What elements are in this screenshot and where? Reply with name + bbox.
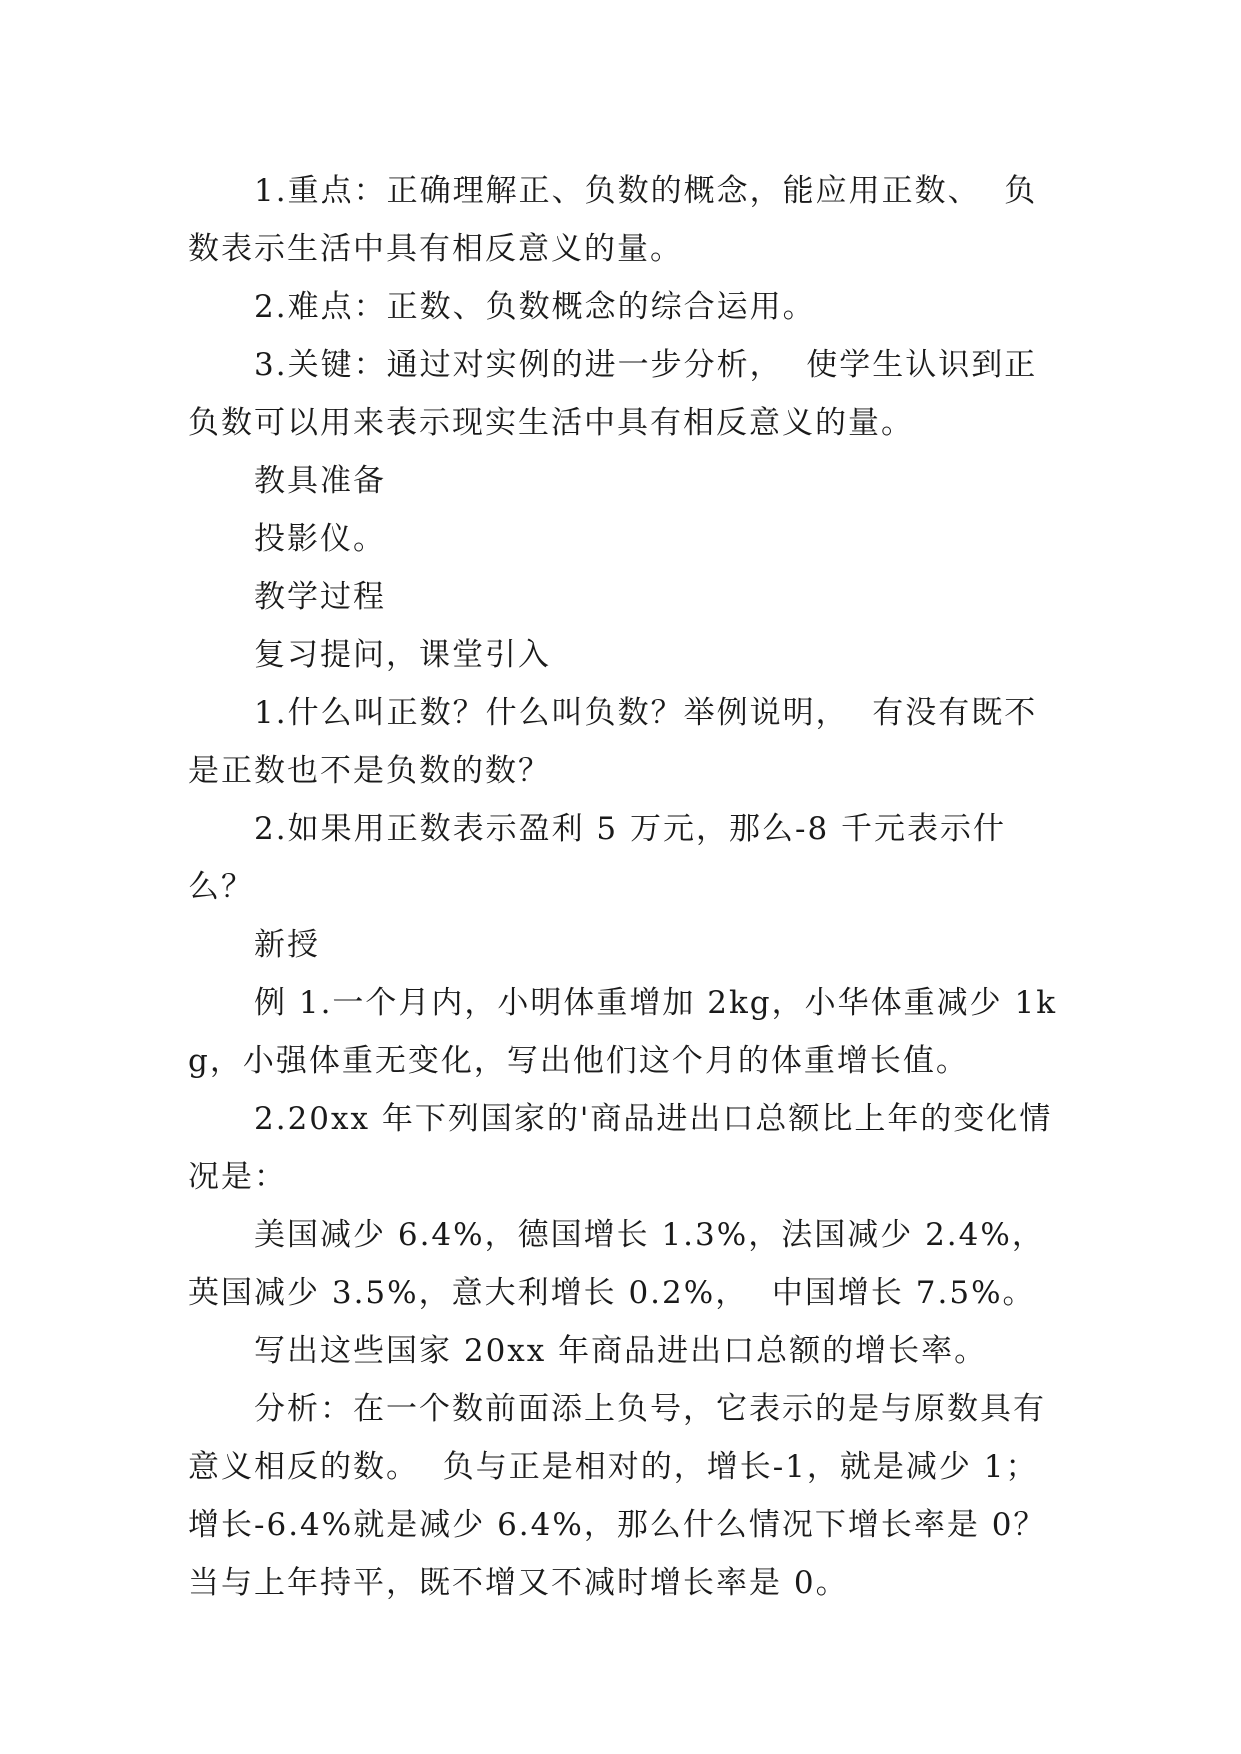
paragraph-projector: 投影仪。 [254,521,386,557]
paragraph-key-point: 1.重点：正确理解正、负数的概念，能应用正数、 负数表示生活中具有相反意义的量。 [188,173,1038,267]
paragraph-example-1: 例 1.一个月内，小明体重增加 2kg，小华体重减少 1kg，小强体重无变化，写出他们这个月的体重增长值。 [188,985,1057,1079]
heading-teaching-process: 教学过程 [254,579,386,615]
paragraph-question-2: 2.如果用正数表示盈利 5 万元，那么-8 千元表示什么？ [188,811,1007,905]
heading-teaching-aids: 教具准备 [254,463,386,499]
paragraph-question-1: 1.什么叫正数？什么叫负数？举例说明， 有没有既不是正数也不是负数的数？ [188,695,1038,789]
paragraph-country-data: 美国减少 6.4%，德国增长 1.3%，法国减少 2.4%，英国减少 3.5%，意大利增长 0.2%， 中国增长 7.5%。 [188,1217,1045,1311]
paragraph-difficulty: 2.难点：正数、负数概念的综合运用。 [254,289,816,325]
paragraph-analysis: 分析：在一个数前面添上负号，它表示的是与原数具有意义相反的数。 负与正是相对的，增长-1，就是减少 1；增长-6.4%就是减少 6.4%，那么什么情况下增长率是 0？当与上年持平，既不增又不减时增长率是 0。 [188,1391,1047,1601]
paragraph-key-method: 3.关键：通过对实例的进一步分析， 使学生认识到正负数可以用来表示现实生活中具有相反意义的量。 [188,347,1038,441]
heading-review-intro: 复习提问，课堂引入 [254,637,551,673]
document-body [188,162,1058,1612]
heading-new-lesson: 新授 [254,927,320,963]
paragraph-example-2: 2.20xx 年下列国家的'商品进出口总额比上年的变化情况是： [188,1101,1053,1195]
paragraph-task: 写出这些国家 20xx 年商品进出口总额的增长率。 [254,1333,988,1369]
